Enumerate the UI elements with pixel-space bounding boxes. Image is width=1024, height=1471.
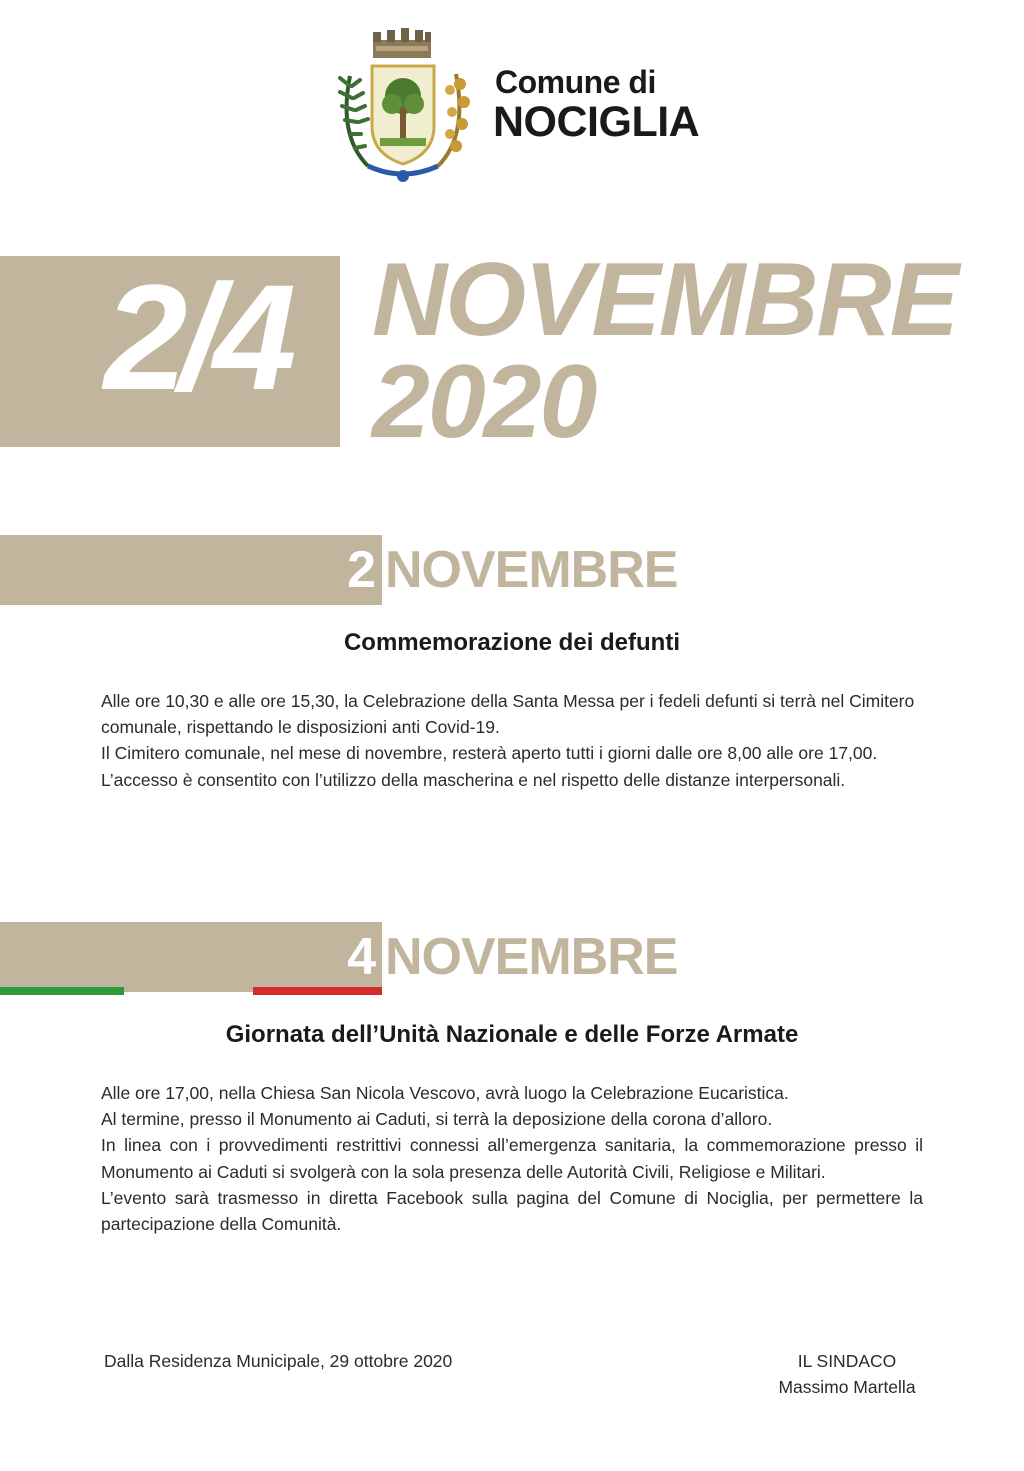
section2-paragraph: L’evento sarà trasmesso in diretta Facebook sulla pagina del Comune di Nociglia, per permettere la partecipazione della Comunità.: [101, 1187, 923, 1235]
signatory-name: Massimo Martella: [778, 1377, 916, 1397]
flag-stripe-red: [253, 987, 382, 995]
hero-days: 2/4: [104, 253, 289, 421]
section1-body: [101, 688, 923, 793]
hero-year: 2020: [372, 344, 596, 460]
flag-stripe-green: [0, 987, 124, 995]
signatory-role: IL SINDACO: [797, 1351, 897, 1371]
section2-month: NOVEMBRE: [385, 928, 678, 986]
section2-paragraph: Alle ore 17,00, nella Chiesa San Nicola Vescovo, avrà luogo la Celebrazione Eucaristica.: [101, 1083, 789, 1103]
section2-band: [0, 922, 382, 992]
section1-month: NOVEMBRE: [385, 541, 678, 599]
municipality-name: NOCIGLIA: [493, 98, 700, 146]
section2-title: Giornata dell’Unità Nazionale e delle Forze Armate: [225, 1021, 799, 1048]
section1-paragraph: Il Cimitero comunale, nel mese di novembre, resterà aperto tutti i giorni dalle ore 8,00 alle ore 17,00.: [101, 743, 878, 764]
section2-body: [101, 1080, 923, 1237]
section1-band: [0, 535, 382, 605]
section1-paragraph: Alle ore 10,30 e alle ore 15,30, la Celebrazione della Santa Messa per i fedeli defunti si terrà nel Cimitero comunale, rispettando le disposizioni anti Covid-19.: [101, 691, 915, 738]
section1-day: 2: [347, 541, 376, 599]
municipal-crest-icon: [328, 26, 478, 188]
section2-paragraph: Al termine, presso il Monumento ai Caduti, si terrà la deposizione della corona d’alloro.: [101, 1109, 773, 1130]
municipality-label: Comune di: [495, 64, 656, 100]
section2-paragraph: In linea con i provvedimenti restrittivi connessi all’emergenza sanitaria, la commemorazione presso il Monumento ai Caduti si svolgerà con la sola presenza delle Autorità Civili, Religiose e Militari.: [101, 1135, 923, 1182]
issue-date: Dalla Residenza Municipale, 29 ottobre 2020: [104, 1351, 453, 1371]
section2-day: 4: [347, 928, 376, 986]
hero-month: NOVEMBRE: [372, 242, 957, 358]
section1-paragraph: L’accesso è consentito con l’utilizzo della mascherina e nel rispetto delle distanze interpersonali.: [101, 769, 846, 790]
section1-title: Commemorazione dei defunti: [343, 629, 681, 656]
